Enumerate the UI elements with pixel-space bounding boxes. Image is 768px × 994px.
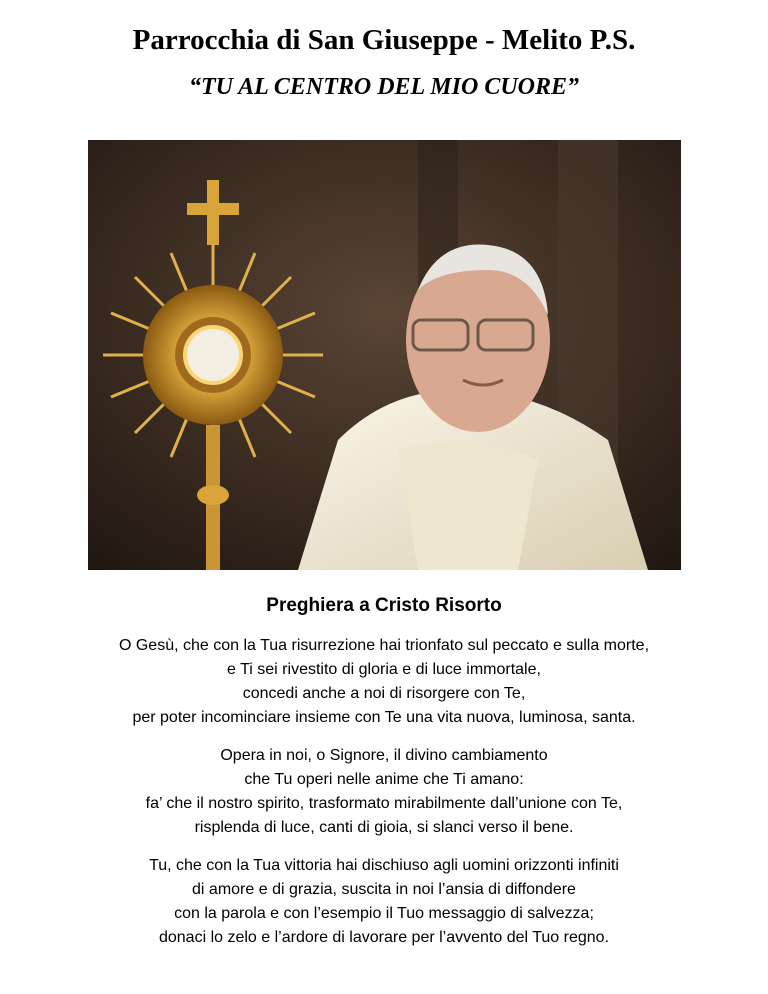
prayer-line: con la parola e con l’esempio il Tuo messaggio di salvezza; [174, 905, 594, 922]
prayer-line: donaci lo zelo e l’ardore di lavorare per l’avvento del Tuo regno. [158, 929, 610, 946]
prayer-line: concedi anche a noi di risorgere con Te, [242, 685, 526, 702]
prayer-stanza-2 [0, 744, 768, 840]
prayer-line: che Tu operi nelle anime che Ti amano: [244, 771, 524, 788]
parish-title: Parrocchia di San Giuseppe - Melito P.S. [132, 24, 636, 56]
motto-subtitle: “TU AL CENTRO DEL MIO CUORE” [188, 74, 580, 100]
prayer-line: per poter incominciare insieme con Te una vita nuova, luminosa, santa. [132, 709, 636, 726]
prayer-line: Tu, che con la Tua vittoria hai dischiuso agli uomini orizzonti infiniti [149, 857, 619, 874]
prayer-stanza-1 [0, 634, 768, 730]
prayer-line: O Gesù, che con la Tua risurrezione hai trionfato sul peccato e sulla morte, [118, 637, 650, 654]
prayer-stanza-3 [0, 854, 768, 950]
prayer-line: fa’ che il nostro spirito, trasformato mirabilmente dall’unione con Te, [145, 795, 623, 812]
prayer-line: Opera in noi, o Signore, il divino cambiamento [220, 747, 548, 764]
monstrance-photo [88, 140, 681, 570]
prayer-line: e Ti sei rivestito di gloria e di luce immortale, [227, 661, 541, 678]
prayer-title: Preghiera a Cristo Risorto [266, 595, 502, 616]
prayer-line: di amore e di grazia, suscita in noi l’ansia di diffondere [192, 881, 576, 898]
prayer-line: risplenda di luce, canti di gioia, si slanci verso il bene. [194, 819, 574, 836]
